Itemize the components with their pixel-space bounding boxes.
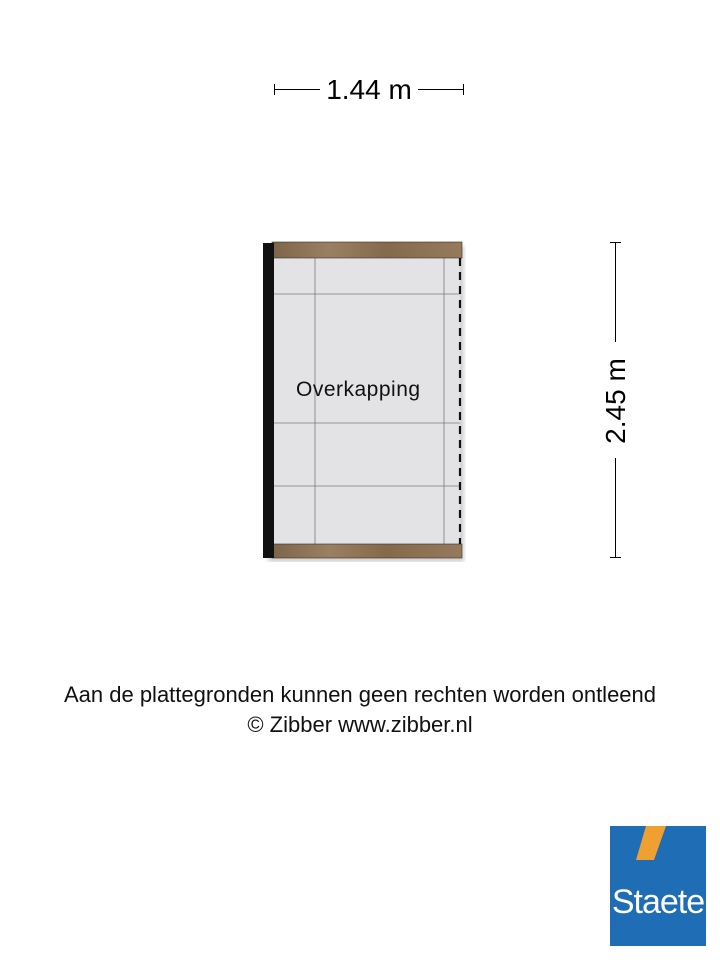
top-beam [272, 242, 462, 258]
bottom-beam [272, 544, 462, 558]
logo-mark-gap [646, 814, 670, 826]
width-dimension [274, 70, 464, 110]
room-label: Overkapping [296, 378, 421, 401]
height-dimension [598, 242, 634, 558]
disclaimer-text: Aan de plattegronden kunnen geen rechten worden ontleend [63, 682, 657, 707]
dimension-tick-bottom [610, 557, 621, 558]
floor-area [272, 258, 460, 546]
staete-logo [610, 812, 706, 946]
height-label: 2.45 m [600, 358, 631, 444]
footer [0, 680, 720, 740]
logo-text: Staete [611, 883, 705, 921]
left-wall [263, 243, 274, 558]
credit-text: © Zibber www.zibber.nl [247, 712, 473, 737]
width-label: 1.44 m [320, 74, 418, 105]
